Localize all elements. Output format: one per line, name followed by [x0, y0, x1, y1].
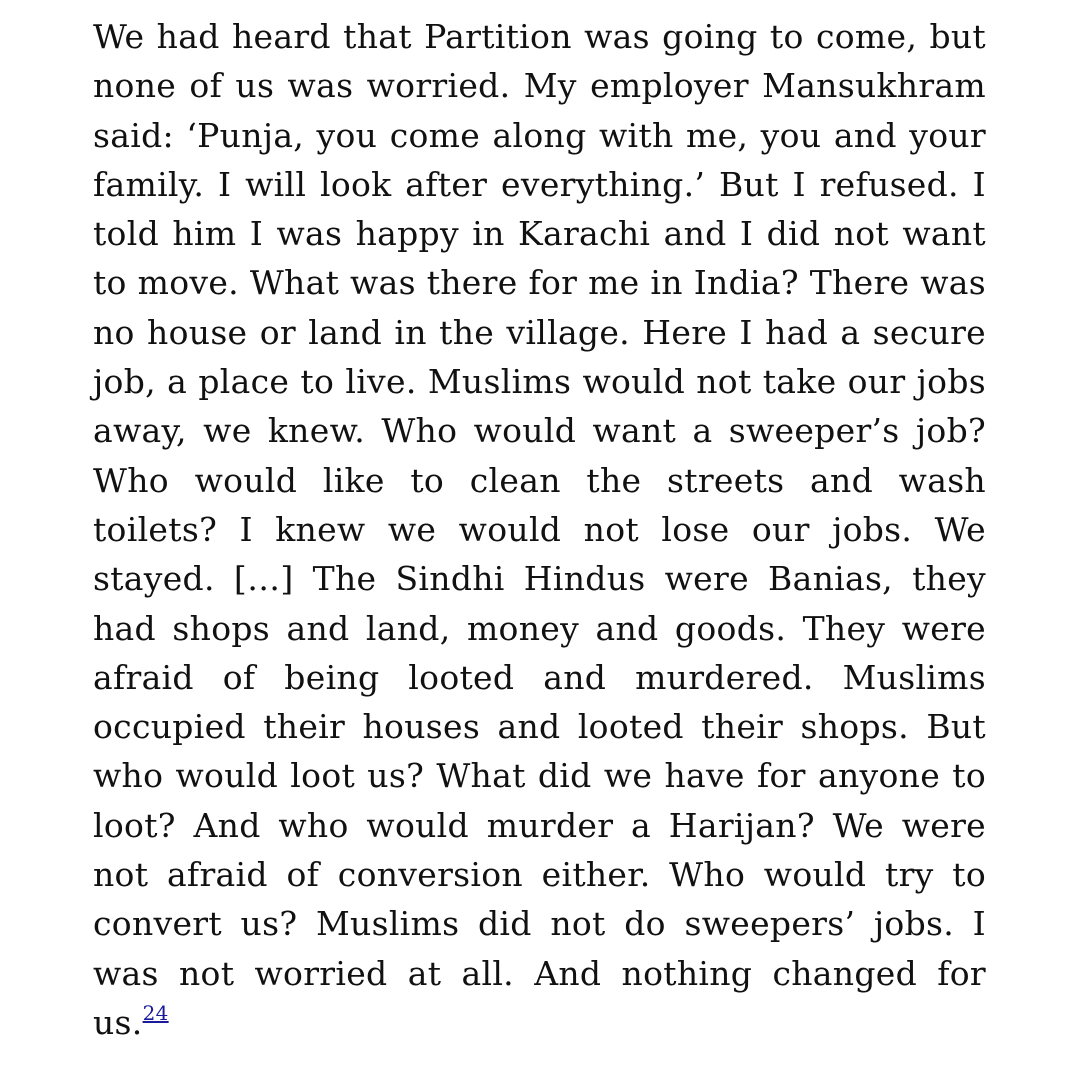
footnote-reference-link[interactable]: 24 [142, 1000, 169, 1025]
page-content [93, 12, 986, 1047]
quote-text: We had heard that Partition was going to come, but none of us was worried. My employer Mansukhram said: ‘Punja, you come along with me, you and your family. I will look after everything.’ But I refused. I told him I was happy in Karachi and I did not want to move. What was there for me in India? There was no house or land in the village. Here I had a secure job, a place to live. Muslims would not take our jobs away, we knew. Who would want a sweeper’s job? Who would like to clean the streets and wash toilets? I knew we would not lose our jobs. We stayed. […] The Sindhi Hindus were Banias, they had shops and land, money and goods. They were afraid of being looted and murdered. Muslims occupied their houses and looted their shops. But who would loot us? What did we have for anyone to loot? And who would murder a Harijan? We were not afraid of conversion either. Who would try to convert us? Muslims did not do sweepers’ jobs. I was not worried at all. And nothing changed for us. [93, 17, 986, 1042]
quote-paragraph [93, 12, 986, 1047]
